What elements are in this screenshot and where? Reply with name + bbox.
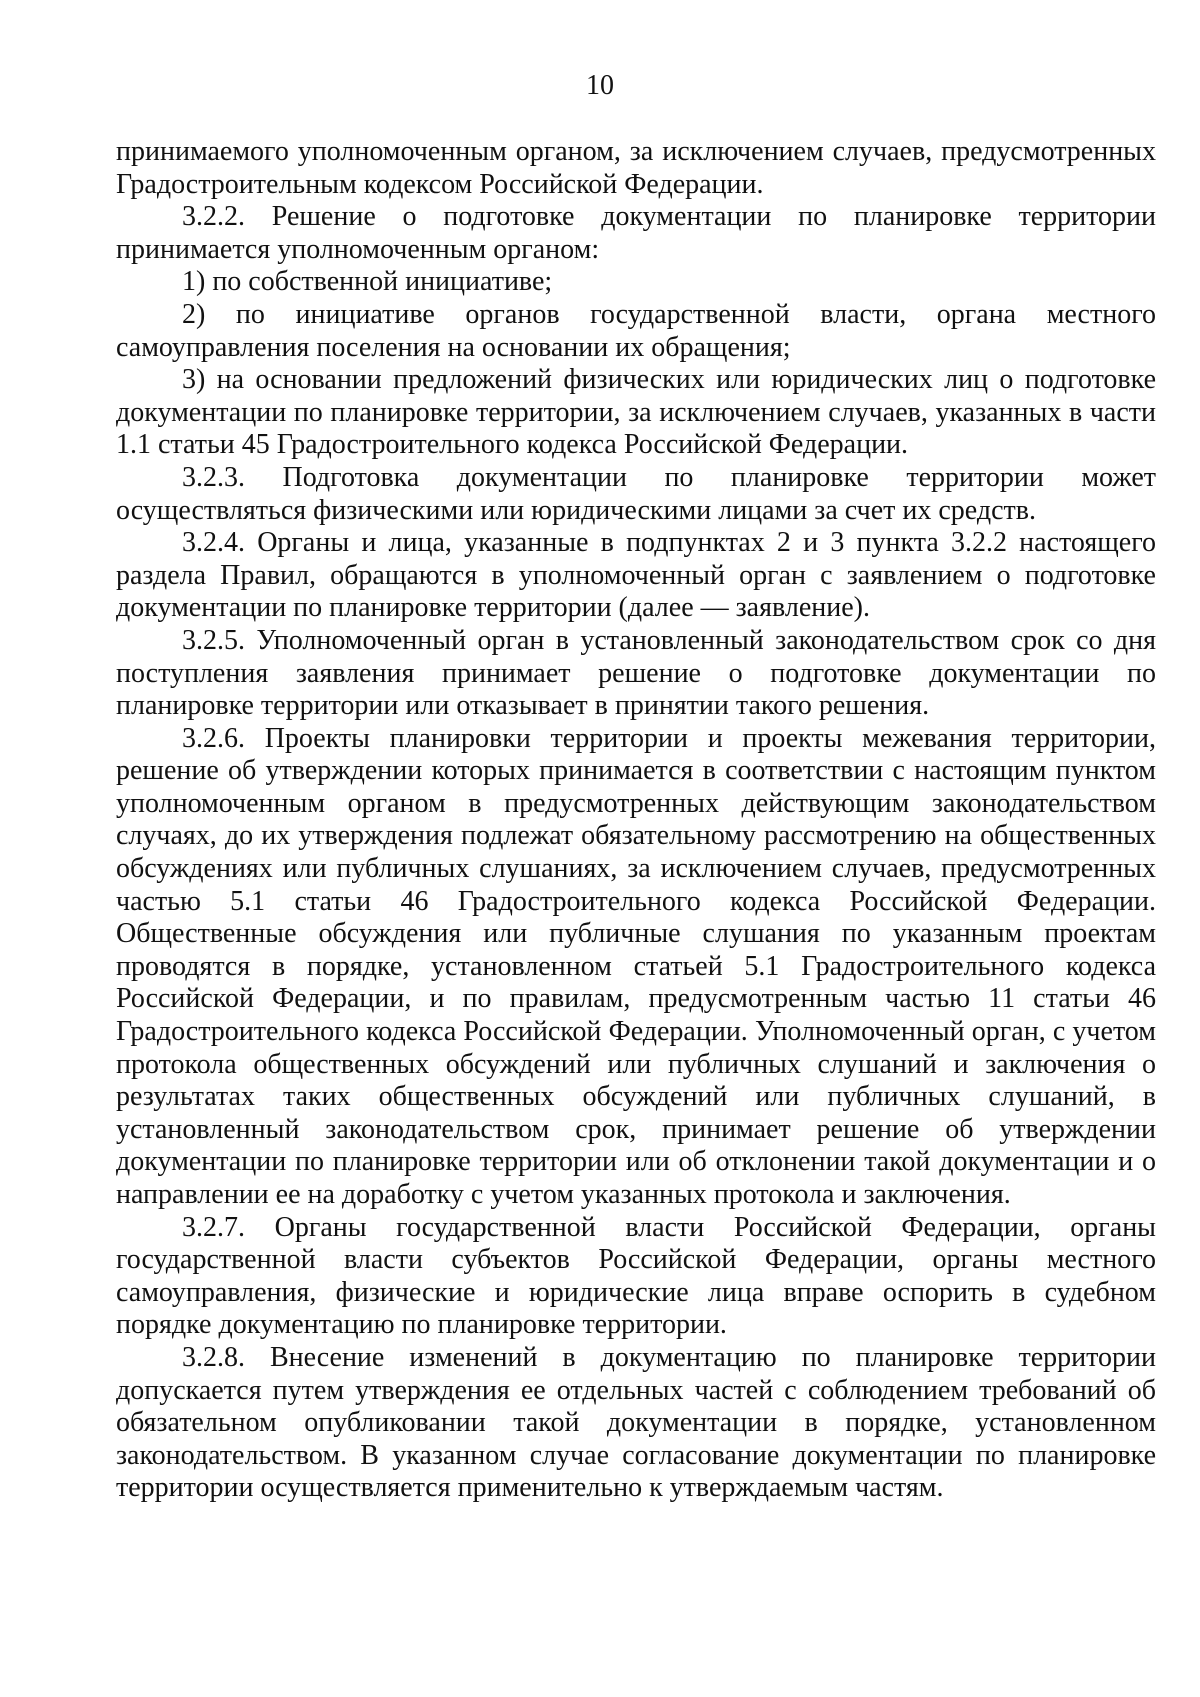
paragraph-3-2-7: 3.2.7. Органы государственной власти Российской Федерации, органы государственной власти субъектов Российской Федерации, органы местного самоуправления, физические и юридические лица вправе оспорить в судебном порядке документацию по планировке территории. xyxy=(116,1211,1156,1341)
document-body xyxy=(116,136,1156,1505)
paragraph-3-2-5: 3.2.5. Уполномоченный орган в установленный законодательством срок со дня поступления заявления принимает решение о подготовке документации по планировке территории или отказывает в принятии такого решения. xyxy=(116,624,1156,722)
paragraph-3-2-2-item-3: 3) на основании предложений физических или юридических лиц о подготовке документации по планировке территории, за исключением случаев, указанных в части 1.1 статьи 45 Градостроительного кодекса Российской Федерации. xyxy=(116,364,1156,461)
paragraph-3-2-3: 3.2.3. Подготовка документации по планировке территории может осуществляться физическими или юридическими лицами за счет их средств. xyxy=(116,461,1156,526)
paragraph-3-2-2-item-1: 1) по собственной инициативе; xyxy=(182,266,553,298)
paragraph-3-2-2-item-2: 2) по инициативе органов государственной власти, органа местного самоуправления поселения на основании их обращения; xyxy=(116,298,1156,363)
paragraph-3-2-2: 3.2.2. Решение о подготовке документации по планировке территории принимается уполномоченным органом: xyxy=(116,201,1156,265)
paragraph-3-2-4: 3.2.4. Органы и лица, указанные в подпунктах 2 и 3 пункта 3.2.2 настоящего раздела Правил, обращаются в уполномоченный орган с заявлением о подготовке документации по планировке территории (далее — заявление). xyxy=(116,527,1156,624)
paragraph-continuation: принимаемого уполномоченным органом, за исключением случаев, предусмотренных Градостроительным кодексом Российской Федерации. xyxy=(116,136,1156,200)
paragraph-3-2-6: 3.2.6. Проекты планировки территории и проекты межевания территории, решение об утверждении которых принимается в соответствии с настоящим пунктом уполномоченным органом в предусмотренных действующим законодательством случаях, до их утверждения подлежат обязательному рассмотрению на общественных обсуждениях или публичных слушаниях, за исключением случаев, предусмотренных частью 5.1 статьи 46 Градостроительного кодекса Российской Федерации. Общественные обсуждения или публичные слушания по указанным проектам проводятся в порядке, установленном статьей 5.1 Градостроительного кодекса Российской Федерации, и по правилам, предусмотренным частью 11 статьи 46 Градостроительного кодекса Российской Федерации. Уполномоченный орган, с учетом протокола общественных обсуждений или публичных слушаний и заключения о результатах таких общественных обсуждений или публичных слушаний, в установленный законодательством срок, принимает решение об утверждении документации по планировке территории или об отклонении такой документации и о направлении ее на доработку с учетом указанных протокола и заключения. xyxy=(116,722,1156,1210)
page-number: 10 xyxy=(586,70,614,101)
paragraph-3-2-8: 3.2.8. Внесение изменений в документацию по планировке территории допускается путем утверждения ее отдельных частей с соблюдением требований об обязательном опубликовании такой документации в порядке, установленном законодательством. В указанном случае согласование документации по планировке территории осуществляется применительно к утверждаемым частям. xyxy=(116,1341,1156,1504)
